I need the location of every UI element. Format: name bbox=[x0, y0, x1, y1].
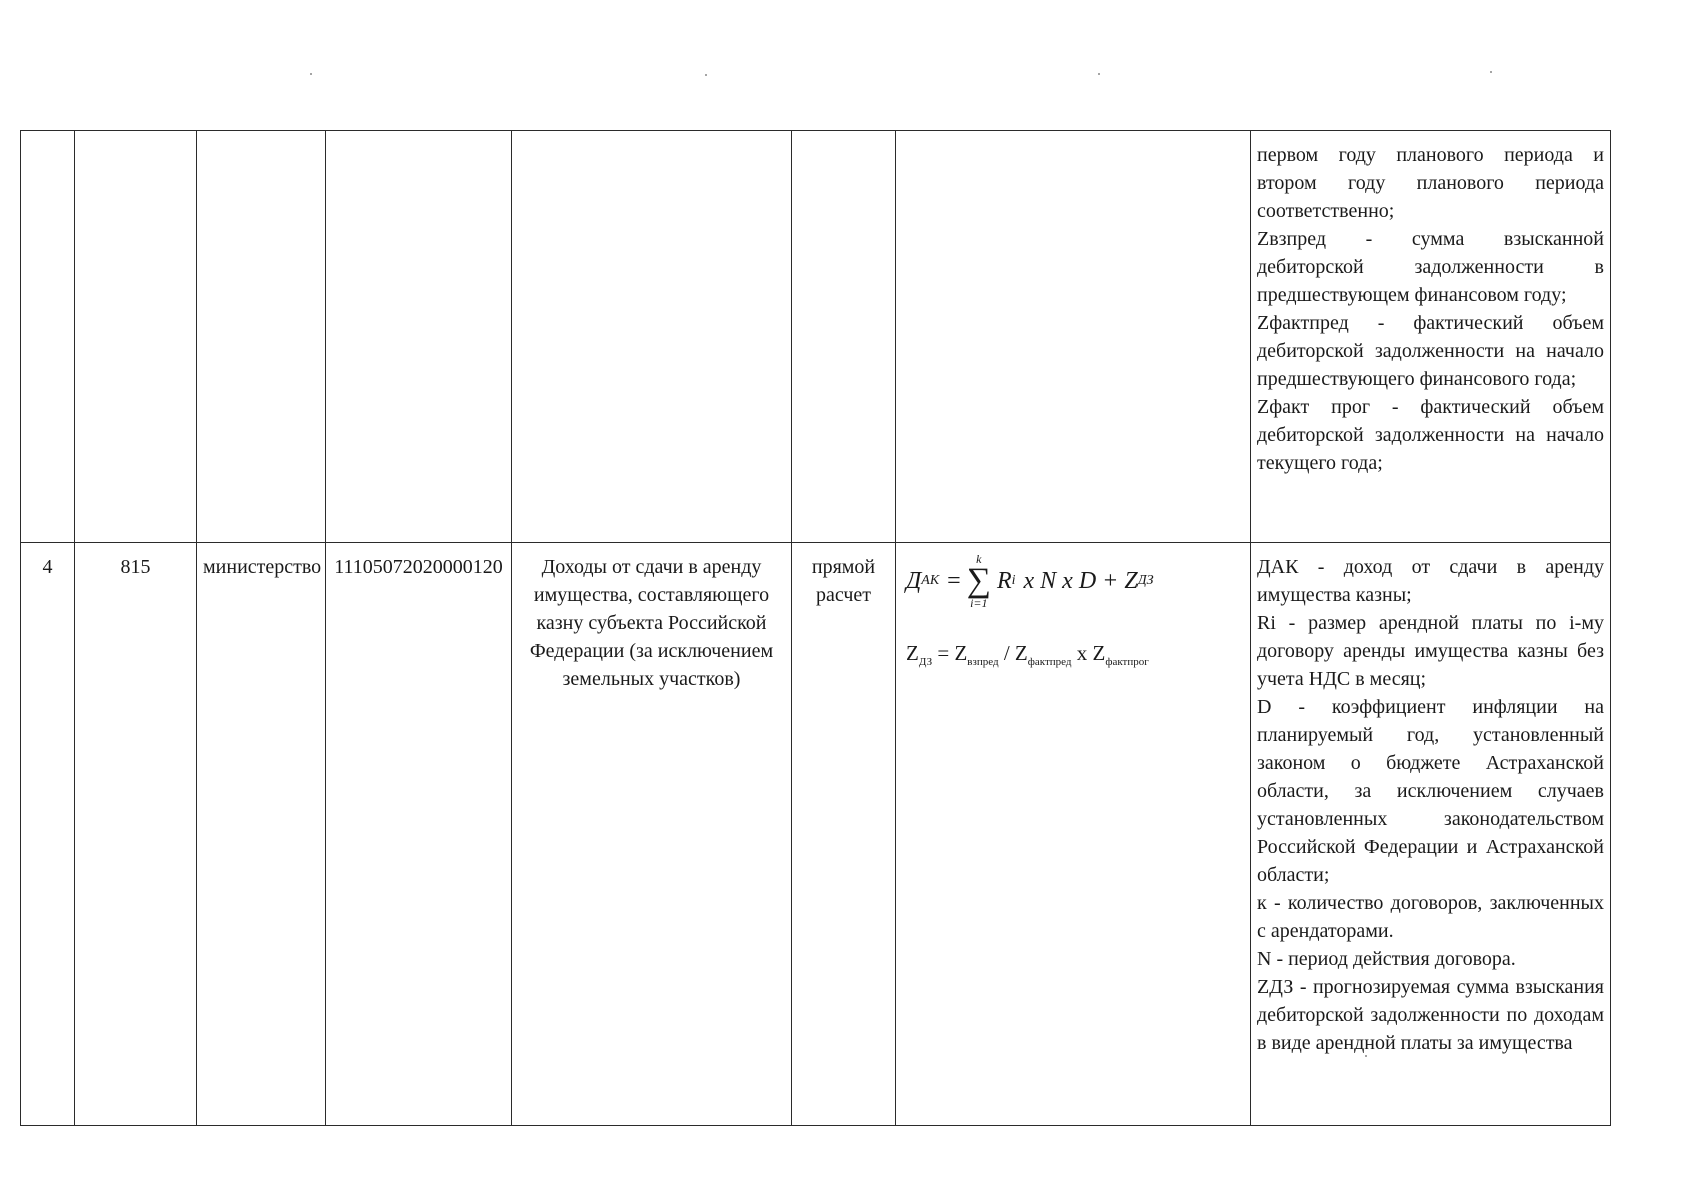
sigma-icon: ∑ bbox=[966, 562, 991, 599]
calc-method: прямой расчет bbox=[792, 543, 896, 1126]
formula-z: Z bbox=[906, 641, 919, 665]
description-line: Ri - размер арендной платы по i-му договору аренды имущества казны без учета НДС в месяц; bbox=[1257, 612, 1604, 690]
description-line: ДАК - доход от сдачи в аренду имущества казны; bbox=[1257, 556, 1604, 606]
formula-sub: ДЗ bbox=[918, 656, 933, 668]
formula-term-sub: i bbox=[1011, 573, 1016, 588]
scan-speck bbox=[705, 74, 707, 76]
admin-code: 815 bbox=[75, 543, 197, 1126]
formula-sub: взпред bbox=[967, 656, 999, 668]
formula-sub: фактпрог bbox=[1105, 656, 1149, 668]
formula-rest: x N x D + Z bbox=[1023, 568, 1138, 594]
formula-sub: фактпред bbox=[1027, 656, 1072, 668]
table-row-4 bbox=[21, 543, 1611, 1126]
formula-equals: = bbox=[947, 568, 961, 594]
scan-speck bbox=[310, 73, 312, 75]
cell-method bbox=[792, 131, 896, 543]
formula-income bbox=[906, 553, 1244, 609]
cell-code bbox=[75, 131, 197, 543]
formula-lhs: Д bbox=[906, 568, 922, 594]
cell-income-name bbox=[512, 131, 792, 543]
formula-term: R bbox=[996, 568, 1012, 594]
admin-name: министерство bbox=[197, 543, 326, 1126]
kbk-code: 11105072020000120 bbox=[326, 543, 512, 1126]
cell-description bbox=[1251, 131, 1611, 543]
description-line: Zвзпред - сумма взысканной дебиторской задолженности в предшествующем финансовом году; bbox=[1257, 228, 1604, 306]
formula-cell bbox=[896, 543, 1251, 1126]
formula-rest-sub: ДЗ bbox=[1137, 573, 1154, 588]
scan-speck bbox=[1490, 71, 1492, 73]
sum-lower-limit: i=1 bbox=[970, 596, 988, 610]
description-line: ZДЗ - прогнозируемая сумма взыскания дебиторской задолженности по доходам в виде арендной платы за имущества bbox=[1257, 976, 1604, 1054]
cell-num bbox=[21, 131, 75, 543]
revenue-methodology-table bbox=[20, 130, 1611, 1126]
cell-formula bbox=[896, 131, 1251, 543]
sum-upper-limit: k bbox=[976, 552, 982, 566]
description-line: к - количество договоров, заключенных с арендаторами. bbox=[1257, 892, 1604, 942]
description-line: D - коэффициент инфляции на планируемый год, установленный законом о бюджете Астраханской области, за исключением случаев установленных законодательством Российской Федерации и Астраханской области; bbox=[1257, 696, 1604, 886]
description-line: N - период действия договора. bbox=[1257, 948, 1516, 970]
income-name: Доходы от сдачи в аренду имущества, составляющего казну субъекта Российской Федерации (за исключением земельных участков) bbox=[512, 543, 792, 1126]
description-line: Zфакт прог - фактический объем дебиторской задолженности на начало текущего года; bbox=[1257, 396, 1604, 474]
formula-z: Z bbox=[1092, 641, 1106, 665]
formula-divide: / bbox=[1003, 641, 1010, 665]
formula-debt bbox=[906, 639, 1244, 676]
cell-admin bbox=[197, 131, 326, 543]
formula-equals: = bbox=[937, 641, 950, 665]
sum-operator bbox=[967, 553, 991, 609]
formula-multiply: x bbox=[1076, 641, 1088, 665]
formula-lhs-sub: АК bbox=[921, 573, 940, 588]
description-line: Zфактпред - фактический объем дебиторской задолженности на начало предшествующего финансового года; bbox=[1257, 312, 1604, 390]
formula-z: Z bbox=[954, 641, 968, 665]
cell-kbk bbox=[326, 131, 512, 543]
row-number: 4 bbox=[21, 543, 75, 1126]
scan-speck bbox=[1098, 73, 1100, 75]
table-row-continued bbox=[21, 131, 1611, 543]
formula-z: Z bbox=[1014, 641, 1028, 665]
cell-description bbox=[1251, 543, 1611, 1126]
description-line: первом году планового периода и втором году планового периода соответственно; bbox=[1257, 144, 1604, 222]
